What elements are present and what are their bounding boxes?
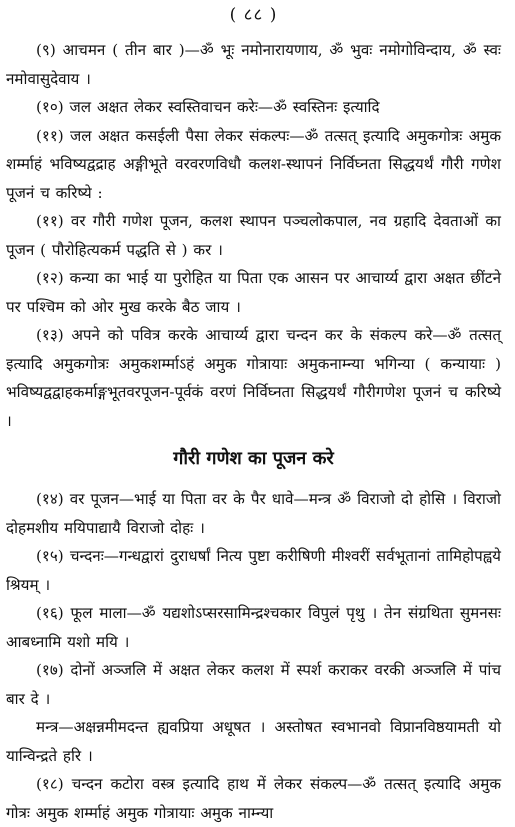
paragraph-15-chandan: (१५) चन्दनः—गन्धद्वारां दुराधर्षां नित्य पुष्टा करीषिणी मीश्वरीं सर्वभूतानां तामिहोपह्वये श्रियम् । xyxy=(6,547,501,594)
paragraph-16-phool-mala: (१६) फूल माला—ॐ यद्यशोऽप्सरसामिन्द्रश्चकार विपुलं पृथु । तेन संग्रथिता सुमनसः आबध्नामि यशो मयि । xyxy=(6,604,501,651)
paragraph-11-sankalp: (११) जल अक्षत कसईली पैसा लेकर संकल्पः—ॐ तत्सत् इत्यादि अमुकगोत्रः अमुक शर्म्माहं भविष्यद्वद्राह अङ्गीभूते वरवरणविधौ कलश-स्थापनं निर्विघ्नता सिद्धयर्थं गौरी गणेश पूजनं च करिष्ये : xyxy=(6,126,501,202)
paragraph-10-swastivachan: (१०) जल अक्षत लेकर स्वस्तिवाचन करेः—ॐ स्वस्तिनः इत्यादि xyxy=(36,98,380,116)
paragraph-11-gauri-ganesh-pujan: (११) वर गौरी गणेश पूजन, कलश स्थापन पञ्चलोकपाल, नव ग्रहादि देवताओं का पूजन ( पौरोहित्यकर्म पद्धति से ) कर । xyxy=(6,212,501,259)
paragraph-18-chandan-katora: (१८) चन्दन कटोरा वस्त्र इत्यादि हाथ में लेकर संकल्प—ॐ तत्सत् इत्यादि अमुक गोत्रः अमुक शर्म्माहं अमुक गोत्रायाः अमुक नाम्न्या xyxy=(6,775,501,822)
paragraph-14-var-pujan: (१४) वर पूजन—भाई या पिता वर के पैर धावे—मन्त्र ॐ विराजो दो होसि । विराजो दोहमशीय मयिपाद्यायै विराजो दोहः । xyxy=(6,490,501,537)
mantra-line: मन्त्र—अक्षन्नमीमदन्त ह्यवप्रिया अधूषत । अस्तोषत स्वभानवो विप्रानविष्ठयामती यो यान्विन्द्रते हरि । xyxy=(6,718,501,765)
paragraph-9-achaman: (९) आचमन ( तीन बार )—ॐ भूः नमोनारायणाय, ॐ भुवः नमोगोविन्दाय, ॐ स्वः नमोवासुदेवाय । xyxy=(6,41,501,88)
paragraph-17-anjali: (१७) दोनों अञ्जलि में अक्षत लेकर कलश में स्पर्श कराकर वरकी अञ्जलि में पांच बार दे । xyxy=(6,661,501,708)
section-heading: गौरी गणेश का पूजन करे xyxy=(173,448,334,469)
paragraph-12-kanya-bhai: (१२) कन्या का भाई या पुरोहित या पिता एक आसन पर आचार्य्य द्वारा अक्षत छींटने पर पश्चिम को ओर मुख करके बैठ जाय । xyxy=(6,269,501,316)
page-number: ( ८८ ) xyxy=(229,5,278,25)
paragraph-13-pavitra: (१३) अपने को पवित्र करके आचार्य्य द्वारा चन्दन कर के संकल्प करे—ॐ तत्सत् इत्यादि अमुकगोत्रः अमुकशर्म्माऽहं अमुक गोत्रायाः अमुकनाम्न्या भगिन्या ( कन्यायाः ) भविष्यद्वद्वाहकर्माङ्गभूतवरपूजन-पूर्वकं वरणं निर्विघ्नता सिद्धयर्थं गौरीगणेश पूजनं च करिष्ये । xyxy=(6,326,501,430)
